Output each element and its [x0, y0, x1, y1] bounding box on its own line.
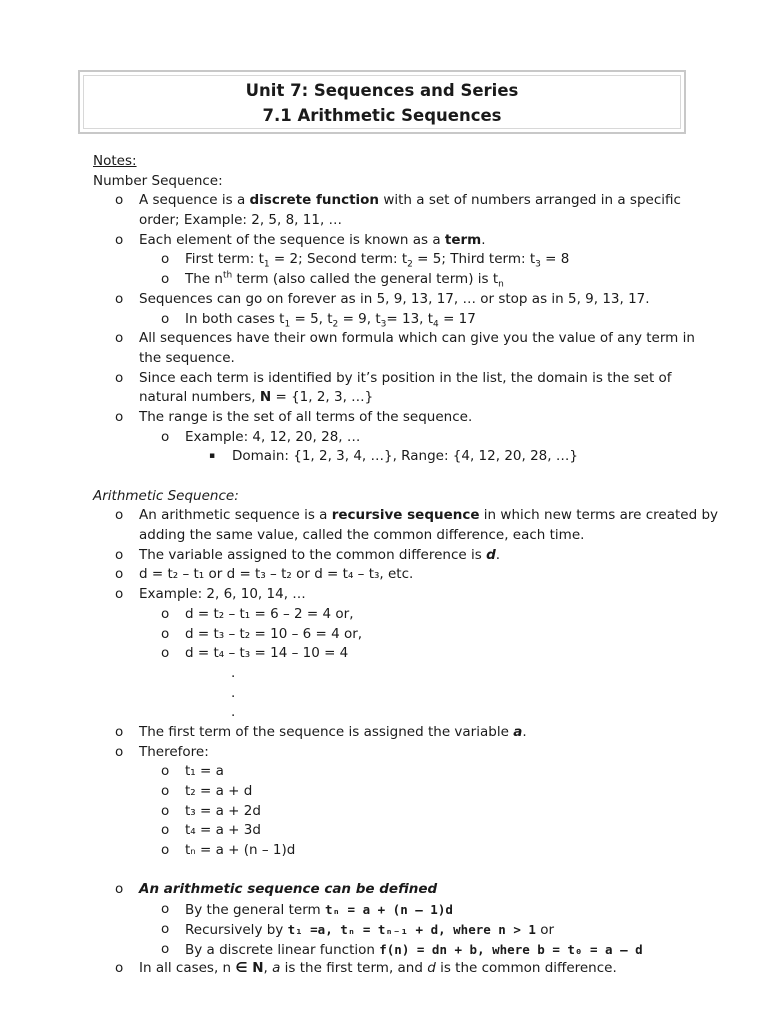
list-item: o Therefore:	[93, 743, 693, 763]
ellipsis-dot: .	[231, 684, 236, 701]
bullet: o	[161, 940, 170, 957]
bullet: o	[161, 310, 170, 327]
list-item-continuation: adding the same value, called the common difference, each time.	[139, 527, 585, 544]
list-item: o d = t₂ – t₁ or d = t₃ – t₂ or d = t₄ – t₃, etc.	[93, 565, 693, 585]
sub-list-item: o t₂ = a + d	[93, 782, 693, 802]
sub-list-item: o d = t₂ – t₁ = 6 – 2 = 4 or,	[93, 605, 693, 625]
sub-list-item: o t₃ = a + 2d	[93, 802, 693, 822]
unit-title: Unit 7: Sequences and Series	[245, 81, 519, 100]
bullet: o	[115, 408, 124, 425]
list-item: o Example: 2, 6, 10, 14, …	[93, 585, 693, 605]
bullet: o	[161, 901, 170, 918]
list-item: o The variable assigned to the common difference is d.	[93, 546, 693, 566]
section-title: 7.1 Arithmetic Sequences	[262, 106, 502, 125]
list-item: o A sequence is a discrete function with a set of numbers arranged in a specific	[93, 191, 693, 211]
sub-list-item: o By a discrete linear function f(n) = dn + b, where b = t₀ = a – d	[161, 940, 643, 958]
element-of-symbol: ∈	[235, 960, 248, 977]
square-bullet-icon: ▪	[209, 451, 216, 462]
sub-list-item: o d = t₄ – t₃ = 14 – 10 = 4	[93, 644, 693, 664]
sub-list-item: o t₁ = a	[93, 762, 693, 782]
list-item: o In all cases, n ∈ N, a is the first term, and d is the common difference.	[93, 959, 693, 979]
bullet: o	[161, 920, 170, 937]
notes-label-line	[93, 152, 693, 172]
list-item: o The first term of the sequence is assigned the variable a.	[93, 723, 693, 743]
bullet: o	[115, 960, 124, 977]
list-item-continuation: natural numbers, N = {1, 2, 3, …}	[139, 389, 374, 406]
sub-list-item: o Example: 4, 12, 20, 28, …	[93, 428, 693, 448]
bullet: o	[115, 507, 124, 524]
arithmetic-sequence-heading: Arithmetic Sequence:	[93, 487, 239, 504]
sub-list-item: o tₙ = a + (n – 1)d	[93, 841, 693, 861]
bullet: o	[161, 645, 170, 662]
list-item-continuation: the sequence.	[139, 349, 235, 366]
bullet: o	[115, 881, 124, 898]
bullet: o	[115, 369, 124, 386]
sub-list-item: o d = t₃ – t₂ = 10 – 6 = 4 or,	[93, 625, 693, 645]
bullet: o	[115, 723, 124, 740]
bullet: o	[161, 605, 170, 622]
list-item: o Sequences can go on forever as in 5, 9, 13, 17, … or stop as in 5, 9, 13, 17.	[93, 290, 693, 310]
spacer	[93, 467, 693, 487]
bullet: o	[161, 428, 170, 445]
list-item: o Each element of the sequence is known as a term.	[93, 231, 693, 251]
title-box-inner-border	[83, 75, 681, 129]
bullet: o	[161, 625, 170, 642]
sub-list-item: o First term: $t_1 = 2$; Second term: $t_2 = 5$; Third term: $t_3 = 8$	[161, 251, 570, 271]
bullet: o	[115, 566, 124, 583]
list-item-continuation: order; Example: 2, 5, 8, 11, …	[139, 212, 343, 229]
bullet: o	[161, 802, 170, 819]
ellipsis-dot: .	[231, 664, 236, 681]
sub-list-item: o Recursively by t₁ =a, tₙ = tₙ₋₁ + d, where n > 1 or	[161, 920, 555, 938]
bullet: o	[161, 842, 170, 859]
spacer	[93, 861, 693, 881]
bullet: o	[115, 192, 124, 209]
sub-list-item: o The $n^{th}$ term (also called the general term) is $t_n$	[161, 270, 504, 290]
sub-list-item: o By the general term tₙ = a + (n – 1)d	[161, 901, 453, 919]
list-item: o All sequences have their own formula which can give you the value of any term in	[93, 329, 693, 349]
list-item: o An arithmetic sequence is a recursive sequence in which new terms are created by	[93, 506, 693, 526]
notes-label: Notes:	[93, 153, 137, 169]
sub-list-item: o In both cases $t_1 = 5$, $t_2 = 9$, $t_3= 13$, $t_4 = 17$	[161, 310, 476, 330]
list-item: o The range is the set of all terms of the sequence.	[93, 408, 693, 428]
sub-sub-list-item: ▪ Domain: {1, 2, 3, 4, …}, Range: {4, 12, 20, 28, …}	[93, 447, 693, 467]
list-item: o Since each term is identified by it’s position in the list, the domain is the set of	[93, 369, 693, 389]
bullet: o	[161, 822, 170, 839]
list-item: o An arithmetic sequence can be defined	[93, 880, 693, 900]
bullet: o	[161, 783, 170, 799]
ellipsis-dot: .	[231, 704, 236, 721]
bullet: o	[115, 290, 124, 307]
bullet: o	[161, 763, 170, 780]
bullet: o	[115, 231, 124, 248]
bullet: o	[115, 546, 124, 563]
bullet: o	[161, 271, 170, 288]
notes-content	[93, 152, 719, 979]
bullet: o	[115, 743, 124, 760]
number-sequence-heading: Number Sequence:	[93, 172, 223, 189]
bullet: o	[115, 330, 124, 347]
bullet: o	[161, 251, 170, 268]
sub-list-item: o t₄ = a + 3d	[93, 821, 693, 841]
title-box	[78, 70, 686, 134]
bullet: o	[115, 586, 124, 603]
